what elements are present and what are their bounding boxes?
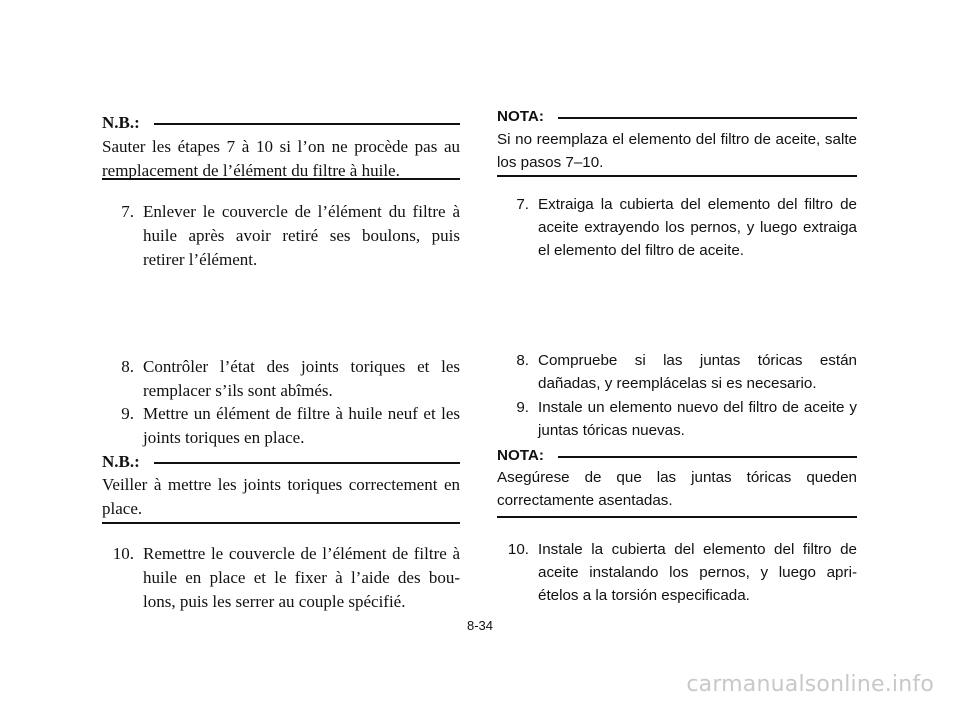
- note-rule: [558, 456, 857, 458]
- watermark: carmanualsonline.info: [686, 672, 934, 697]
- note-text: Asegúrese de que las juntas tóricas queden correctamente asentadas.: [497, 469, 857, 509]
- step-number: 8.: [121, 357, 134, 376]
- note-label: NOTA:: [497, 108, 544, 125]
- note-label: N.B.:: [102, 113, 140, 132]
- note-label: N.B.:: [102, 452, 140, 471]
- note-header: [102, 450, 460, 474]
- note-header: [497, 444, 857, 467]
- step-number: 10.: [507, 541, 529, 558]
- note-end-rule: [497, 175, 857, 177]
- step-item: [497, 193, 857, 262]
- step-number: 7.: [516, 196, 529, 213]
- note-text: Veiller à mettre les joints toriques correctement en place.: [102, 475, 460, 518]
- step-item: [102, 200, 460, 272]
- note-rule: [558, 117, 857, 119]
- page-number: 8-34: [466, 618, 494, 633]
- step-item: [497, 349, 857, 395]
- note-header: [102, 111, 460, 135]
- note-text: Sauter les étapes 7 à 10 si l’on ne procède pas au remplacement de l’élément du filtre à huile.: [102, 137, 460, 180]
- step-item: [497, 396, 857, 442]
- step-item: [497, 538, 857, 607]
- step-number: 9.: [516, 399, 529, 416]
- step-text: Remettre le couvercle de l’élément de filtre à huile en place et le fixer à l’aide des bou- lons, puis les serrer au couple spécifié.: [143, 544, 460, 611]
- step-text: Contrôler l’état des joints toriques et les remplacer s’ils sont abîmés.: [143, 357, 460, 400]
- note-header: [497, 105, 857, 128]
- step-item: [102, 402, 460, 450]
- note-text: Si no reemplaza el elemento del filtro de aceite, salte los pasos 7–10.: [497, 131, 857, 171]
- note-end-rule: [497, 516, 857, 518]
- step-item: [102, 542, 460, 614]
- note-rule: [154, 462, 460, 464]
- note-end-rule: [102, 178, 460, 180]
- step-item: [102, 355, 460, 403]
- note-rule: [154, 123, 460, 125]
- step-text: Extraiga la cubierta del elemento del filtro de aceite extrayendo los pernos, y luego extraiga el elemento del filtro de aceite.: [538, 196, 857, 259]
- step-text: Instale la cubierta del elemento del filtro de aceite instalando los pernos, y luego apri- ételos a la torsión especificada.: [538, 541, 857, 604]
- step-text: Compruebe si las juntas tóricas están dañadas, y reemplácelas si es necesario.: [538, 352, 857, 392]
- step-number: 7.: [121, 202, 134, 221]
- step-text: Enlever le couvercle de l’élément du filtre à huile après avoir retiré ses boulons, puis retirer l’élément.: [143, 202, 460, 269]
- step-number: 8.: [516, 352, 529, 369]
- note-label: NOTA:: [497, 447, 544, 464]
- step-number: 9.: [121, 404, 134, 423]
- step-text: Mettre un élément de filtre à huile neuf et les joints toriques en place.: [143, 404, 460, 447]
- step-text: Instale un elemento nuevo del filtro de aceite y juntas tóricas nuevas.: [538, 399, 857, 439]
- note-end-rule: [102, 522, 460, 524]
- step-number: 10.: [112, 544, 134, 563]
